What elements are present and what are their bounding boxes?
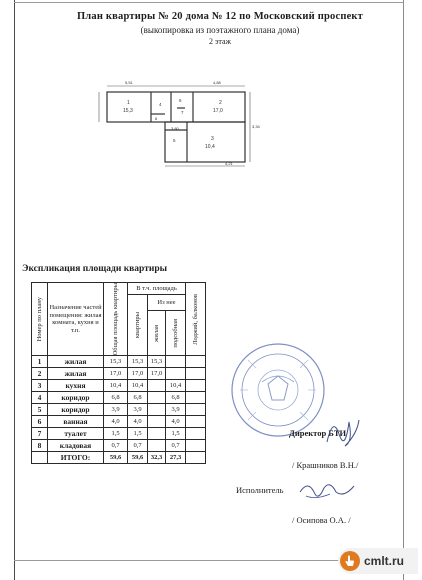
director-label: Директор БТИ (289, 428, 347, 438)
row-auxiliary-cell: 1,5 (166, 428, 186, 440)
row-apartment-cell: 15,3 (128, 356, 148, 368)
plan-dimension-label: 4,21 (225, 161, 233, 166)
room-number-8: 8 (155, 116, 158, 121)
tap-hand-icon (340, 551, 360, 571)
row-total-cell: 10,4 (104, 380, 128, 392)
row-apartment-cell: 6,8 (128, 392, 148, 404)
row-name-cell: жилая (48, 368, 104, 380)
row-apartment-cell: 4,0 (128, 416, 148, 428)
room-number-4: 4 (159, 102, 162, 107)
row-loggia-cell (186, 356, 206, 368)
row-name-cell: кухня (48, 380, 104, 392)
row-apartment-cell: 17,0 (128, 368, 148, 380)
room-number-3: 3 (211, 136, 214, 142)
document-title: План квартиры № 20 дома № 12 по Московский проспект (76, 11, 364, 22)
row-auxiliary-cell: 4,0 (166, 416, 186, 428)
table-row (32, 440, 206, 452)
row-total-cell: 1,5 (104, 428, 128, 440)
total-living-cell: 32,3 (148, 452, 166, 464)
row-loggia-cell (186, 368, 206, 380)
director-signature (323, 412, 363, 452)
row-name-cell: коридор (48, 392, 104, 404)
header-auxiliary: подсобная (166, 311, 186, 356)
row-loggia-cell (186, 440, 206, 452)
row-living-cell (148, 428, 166, 440)
row-total-cell: 4,0 (104, 416, 128, 428)
header-living: жилая (148, 311, 166, 356)
total-auxiliary-cell: 27,3 (166, 452, 186, 464)
row-number-cell: 8 (32, 440, 48, 452)
table-row (32, 428, 206, 440)
row-loggia-cell (186, 392, 206, 404)
row-loggia-cell (186, 380, 206, 392)
total-loggia-cell (186, 452, 206, 464)
row-total-cell: 3,9 (104, 404, 128, 416)
total-label: ИТОГО: (48, 452, 104, 464)
plan-dimension-label: 3,34 (252, 124, 260, 129)
row-auxiliary-cell: 6,8 (166, 392, 186, 404)
row-loggia-cell (186, 404, 206, 416)
row-total-cell: 6,8 (104, 392, 128, 404)
total-cell: 59,6 (104, 452, 128, 464)
room-number-5: 5 (173, 138, 176, 143)
plan-dimension-label: 4,88 (213, 80, 221, 85)
header-of-them: Из нее (148, 295, 186, 311)
row-number-cell: 7 (32, 428, 48, 440)
room-area-1: 15,3 (123, 108, 133, 114)
official-seal-stamp (228, 340, 328, 440)
room-number-1: 1 (127, 100, 130, 106)
row-auxiliary-cell (166, 368, 186, 380)
row-living-cell (148, 416, 166, 428)
row-name-cell: кладовая (48, 440, 104, 452)
row-number-cell: 6 (32, 416, 48, 428)
watermark-text: cmlt.ru (364, 554, 405, 568)
page-border-left (14, 0, 15, 580)
row-apartment-cell: 10,4 (128, 380, 148, 392)
row-number-cell: 2 (32, 368, 48, 380)
row-auxiliary-cell: 10,4 (166, 380, 186, 392)
table-row (32, 392, 206, 404)
row-auxiliary-cell: 3,9 (166, 404, 186, 416)
table-row (32, 404, 206, 416)
room-area-2: 17,0 (213, 108, 223, 114)
header-apartment: квартиры (128, 295, 148, 356)
row-living-cell (148, 440, 166, 452)
explication-title: Экспликация площади квартиры (22, 264, 168, 274)
executor-name: / Осипова О.А. / (292, 515, 351, 525)
table-row (32, 416, 206, 428)
header-number: Номер по плану (32, 283, 48, 356)
row-living-cell (148, 380, 166, 392)
header-loggia: Лоджий, балконов (186, 283, 206, 356)
total-apartment-cell: 59,6 (128, 452, 148, 464)
executor-label: Исполнитель (236, 485, 284, 495)
row-number-cell: 1 (32, 356, 48, 368)
document-subtitle: (выкопировка из поэтажного плана дома) (140, 25, 300, 35)
row-living-cell (148, 404, 166, 416)
executor-signature (296, 478, 358, 504)
director-name: / Крашников В.Н./ (292, 460, 359, 470)
row-auxiliary-cell: 0,7 (166, 440, 186, 452)
header-name: Назначение частей помещения: жилая комната, кухня и т.п. (48, 283, 104, 356)
explication-table (31, 282, 206, 464)
page-border-right (403, 0, 404, 580)
room-number-6: 6 (179, 98, 182, 103)
row-name-cell: коридор (48, 404, 104, 416)
table-row (32, 356, 206, 368)
row-auxiliary-cell (166, 356, 186, 368)
row-name-cell: туалет (48, 428, 104, 440)
room-number-7: 7 (181, 110, 184, 115)
row-name-cell: жилая (48, 356, 104, 368)
row-loggia-cell (186, 428, 206, 440)
row-loggia-cell (186, 416, 206, 428)
table-header-row (32, 283, 206, 295)
room-area-3: 10,4 (205, 144, 215, 150)
plan-dimension-label: 3,80 (171, 126, 179, 131)
plan-dimension-label: 5,51 (125, 80, 133, 85)
floor-label: 2 этаж (208, 37, 232, 46)
floor-plan (95, 78, 265, 168)
row-number-cell: 5 (32, 404, 48, 416)
row-total-cell: 0,7 (104, 440, 128, 452)
header-total: Общая площадь квартиры (104, 283, 128, 356)
row-living-cell (148, 392, 166, 404)
total-number (32, 452, 48, 464)
table-row (32, 380, 206, 392)
page-border-top (14, 2, 404, 3)
row-total-cell: 15,3 (104, 356, 128, 368)
row-number-cell: 4 (32, 392, 48, 404)
row-number-cell: 3 (32, 380, 48, 392)
header-including: В т.ч. площадь (128, 283, 186, 295)
row-name-cell: ванная (48, 416, 104, 428)
row-living-cell: 17,0 (148, 368, 166, 380)
row-living-cell: 15,3 (148, 356, 166, 368)
plan-outer-wall (107, 92, 245, 122)
row-apartment-cell: 0,7 (128, 440, 148, 452)
row-total-cell: 17,0 (104, 368, 128, 380)
row-apartment-cell: 3,9 (128, 404, 148, 416)
row-apartment-cell: 1,5 (128, 428, 148, 440)
table-row (32, 368, 206, 380)
total-row (32, 452, 206, 464)
room-number-2: 2 (219, 100, 222, 106)
